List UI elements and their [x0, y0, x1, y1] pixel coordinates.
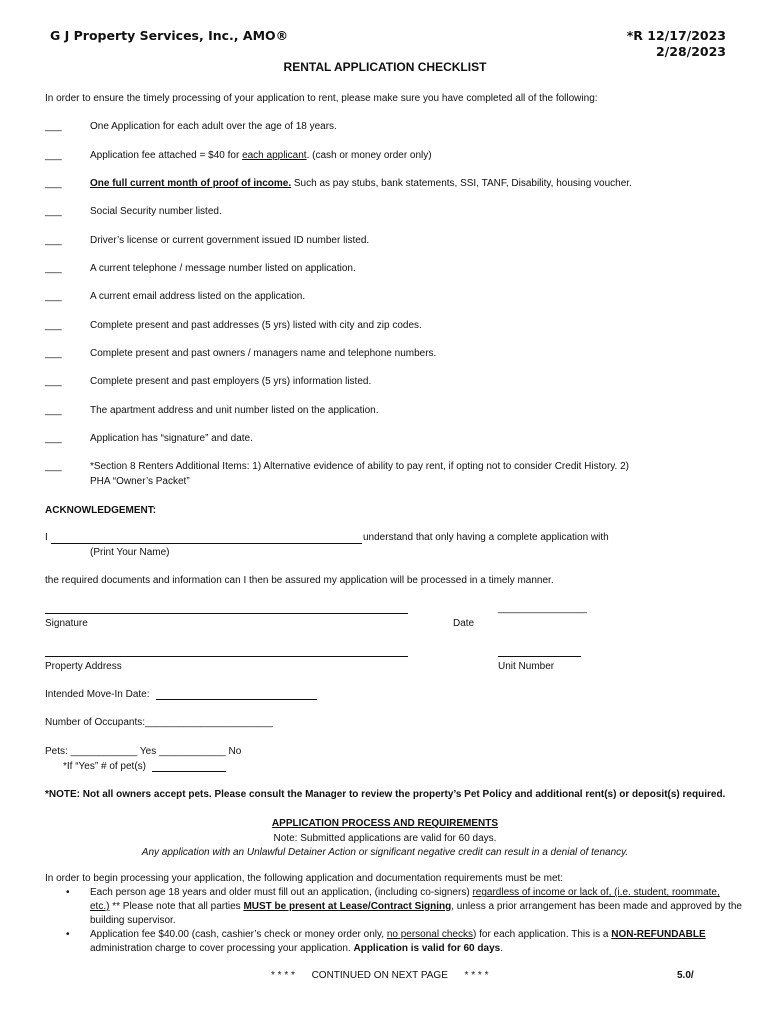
check-blank[interactable]: ___ — [45, 235, 62, 246]
unit-number-field[interactable] — [498, 656, 581, 657]
date-field[interactable]: ________________ — [498, 603, 587, 614]
pets-count-label: *If “Yes” # of pet(s) — [63, 761, 146, 772]
check-blank[interactable]: ___ — [45, 376, 62, 387]
acknowledgement-heading: ACKNOWLEDGEMENT: — [45, 505, 157, 516]
list-item: *Section 8 Renters Additional Items: 1) Alternative evidence of ability to pay rent, if opting not to consider Credit History. 2) — [90, 461, 629, 472]
list-item: The apartment address and unit number listed on the application. — [90, 405, 379, 416]
check-blank[interactable]: ___ — [45, 291, 62, 302]
ack-i: I — [45, 532, 48, 543]
property-address-label: Property Address — [45, 661, 122, 672]
list-item: Driver’s license or current government issued ID number listed. — [90, 235, 370, 246]
requirement-line: administration charge to cover processing your application. Application is valid for 60 days. — [90, 943, 503, 954]
list-item: Complete present and past owners / managers name and telephone numbers. — [90, 348, 437, 359]
check-blank[interactable]: ___ — [45, 461, 62, 472]
check-blank[interactable]: ___ — [45, 320, 62, 331]
check-blank[interactable]: ___ — [45, 433, 62, 444]
unit-number-label: Unit Number — [498, 661, 555, 672]
list-item-continued: PHA “Owner’s Packet” — [90, 476, 190, 487]
pets-count-field[interactable] — [152, 771, 226, 772]
revision-date-2: 2/28/2023 — [655, 44, 726, 59]
list-item: Application has “signature” and date. — [90, 433, 253, 444]
check-blank[interactable]: ___ — [45, 206, 62, 217]
move-in-label: Intended Move-In Date: — [45, 689, 150, 700]
list-item: Complete present and past employers (5 yrs) information listed. — [90, 376, 372, 387]
check-blank[interactable]: ___ — [45, 121, 62, 132]
process-intro: In order to begin processing your application, the following application and documentation requirements must be met: — [45, 873, 564, 884]
check-blank[interactable]: ___ — [45, 348, 62, 359]
list-item: One full current month of proof of income. Such as pay stubs, bank statements, SSI, TANF, Disability, housing voucher. — [90, 178, 632, 189]
list-item: A current telephone / message number listed on application. — [90, 263, 356, 274]
signature-label: Signature — [45, 618, 88, 629]
requirement-line: etc.) ** Please note that all parties MUST be present at Lease/Contract Signing, unless a prior arrangement has been made and approved by the — [90, 901, 742, 912]
list-item: Complete present and past addresses (5 yrs) listed with city and zip codes. — [90, 320, 422, 331]
print-name-field[interactable] — [51, 543, 362, 544]
intro-text: In order to ensure the timely processing of your application to rent, please make sure you have completed all of the following: — [45, 93, 598, 104]
process-heading: APPLICATION PROCESS AND REQUIREMENTS — [271, 818, 499, 829]
check-blank[interactable]: ___ — [45, 263, 62, 274]
pets-note: *NOTE: Not all owners accept pets. Please consult the Manager to review the property’s Pet Policy and additional rent(s) or deposit(s) required. — [45, 789, 726, 800]
ack-understand-text: understand that only having a complete application with — [363, 532, 609, 543]
bullet-icon: • — [66, 929, 70, 940]
occupants-field[interactable]: Number of Occupants:_______________________ — [45, 717, 273, 728]
signature-field[interactable] — [45, 613, 408, 614]
version-label: 5.0/ — [677, 970, 694, 981]
revision-date-1: *R 12/17/2023 — [626, 28, 726, 43]
requirement-line: Each person age 18 years and older must fill out an application, (including co-signers) regardless of income or lack of, (i.e. student, roommate, — [90, 887, 720, 898]
move-in-date-field[interactable] — [156, 699, 317, 700]
requirement-line: Application fee $40.00 (cash, cashier’s check or money order only, no personal checks) for each application. This is a NON-REFUNDABLE — [90, 929, 706, 940]
date-label: Date — [453, 618, 475, 629]
requirement-line: building supervisor. — [90, 915, 176, 926]
print-name-label: (Print Your Name) — [90, 547, 170, 558]
page-title: RENTAL APPLICATION CHECKLIST — [283, 60, 487, 74]
list-item: A current email address listed on the application. — [90, 291, 306, 302]
bullet-icon: • — [66, 887, 70, 898]
continued-footer: * * * * CONTINUED ON NEXT PAGE * * * * — [271, 970, 489, 981]
check-blank[interactable]: ___ — [45, 178, 62, 189]
check-blank[interactable]: ___ — [45, 405, 62, 416]
check-blank[interactable]: ___ — [45, 150, 62, 161]
company-name: G J Property Services, Inc., AMO® — [50, 28, 289, 43]
process-note: Note: Submitted applications are valid for 60 days. — [273, 833, 497, 844]
property-address-field[interactable] — [45, 656, 408, 657]
ack-required-text: the required documents and information can I then be assured my application will be processed in a timely manner. — [45, 575, 554, 586]
list-item: One Application for each adult over the age of 18 years. — [90, 121, 337, 132]
list-item: Social Security number listed. — [90, 206, 222, 217]
pets-field[interactable]: Pets: ____________ Yes ____________ No — [45, 746, 242, 757]
process-warning: Any application with an Unlawful Detainer Action or significant negative credit can result in a denial of tenancy. — [141, 847, 629, 858]
list-item: Application fee attached = $40 for each applicant. (cash or money order only) — [90, 150, 432, 161]
